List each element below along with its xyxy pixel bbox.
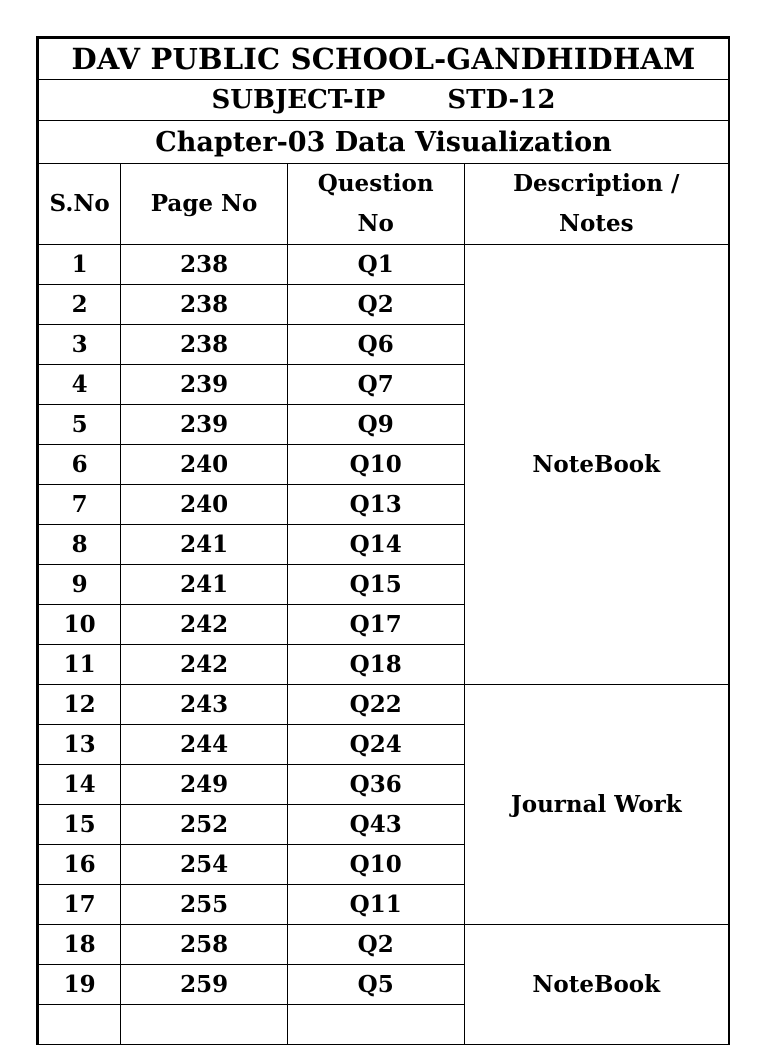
cell-page: 244 xyxy=(121,725,288,765)
cell-page: 252 xyxy=(121,805,288,845)
cell-sno: 18 xyxy=(39,925,121,965)
chapter-title: Chapter-03 Data Visualization xyxy=(39,121,730,164)
cell-question: Q11 xyxy=(287,885,464,925)
cell-sno: 6 xyxy=(39,445,121,485)
cell-page: 241 xyxy=(121,525,288,565)
cell-page: 255 xyxy=(121,885,288,925)
cell-page: 243 xyxy=(121,685,288,725)
cell-sno: 5 xyxy=(39,405,121,445)
cell-sno: 13 xyxy=(39,725,121,765)
cell-question: Q43 xyxy=(287,805,464,845)
cell-question: Q17 xyxy=(287,605,464,645)
cell-page: 238 xyxy=(121,245,288,285)
table-row xyxy=(39,685,730,725)
assignment-sheet xyxy=(36,36,730,1045)
cell-page: 240 xyxy=(121,445,288,485)
group-notebook-1: NoteBook xyxy=(464,245,729,685)
cell-sno: 7 xyxy=(39,485,121,525)
cell-page: 249 xyxy=(121,765,288,805)
cell-page: 242 xyxy=(121,605,288,645)
cell-sno: 9 xyxy=(39,565,121,605)
cell-page: 239 xyxy=(121,365,288,405)
cell-sno: 15 xyxy=(39,805,121,845)
cell-sno: 3 xyxy=(39,325,121,365)
cell-question: Q7 xyxy=(287,365,464,405)
cell-page xyxy=(121,1005,288,1045)
cell-page: 238 xyxy=(121,285,288,325)
cell-question: Q2 xyxy=(287,925,464,965)
cell-sno: 4 xyxy=(39,365,121,405)
cell-question: Q18 xyxy=(287,645,464,685)
cell-question: Q14 xyxy=(287,525,464,565)
col-header-question: Question No xyxy=(287,164,464,245)
cell-page: 259 xyxy=(121,965,288,1005)
std-label: STD-12 xyxy=(447,85,556,115)
cell-question: Q24 xyxy=(287,725,464,765)
cell-question: Q1 xyxy=(287,245,464,285)
cell-sno: 19 xyxy=(39,965,121,1005)
cell-question: Q22 xyxy=(287,685,464,725)
cell-sno: 8 xyxy=(39,525,121,565)
cell-question xyxy=(287,1005,464,1045)
cell-question: Q15 xyxy=(287,565,464,605)
subject-line xyxy=(39,80,730,121)
cell-page: 241 xyxy=(121,565,288,605)
cell-page: 239 xyxy=(121,405,288,445)
table-row xyxy=(39,245,730,285)
cell-page: 254 xyxy=(121,845,288,885)
cell-sno: 10 xyxy=(39,605,121,645)
school-title: DAV PUBLIC SCHOOL-GANDHIDHAM xyxy=(39,39,730,80)
cell-question: Q10 xyxy=(287,445,464,485)
column-header-row xyxy=(39,164,730,245)
subject-label: SUBJECT-IP xyxy=(211,85,386,115)
cell-sno: 16 xyxy=(39,845,121,885)
col-header-description: Description / Notes xyxy=(464,164,729,245)
cell-question: Q10 xyxy=(287,845,464,885)
cell-sno: 1 xyxy=(39,245,121,285)
cell-question: Q2 xyxy=(287,285,464,325)
cell-page: 238 xyxy=(121,325,288,365)
group-journal-work: Journal Work xyxy=(464,685,729,925)
cell-question: Q6 xyxy=(287,325,464,365)
table-row xyxy=(39,925,730,965)
cell-sno: 14 xyxy=(39,765,121,805)
cell-sno xyxy=(39,1005,121,1045)
cell-page: 242 xyxy=(121,645,288,685)
cell-question: Q13 xyxy=(287,485,464,525)
cell-sno: 11 xyxy=(39,645,121,685)
cell-page: 240 xyxy=(121,485,288,525)
cell-question: Q9 xyxy=(287,405,464,445)
cell-sno: 12 xyxy=(39,685,121,725)
col-header-page: Page No xyxy=(121,164,288,245)
cell-question: Q5 xyxy=(287,965,464,1005)
cell-sno: 17 xyxy=(39,885,121,925)
col-header-sno: S.No xyxy=(39,164,121,245)
assignment-table xyxy=(38,38,730,1045)
cell-question: Q36 xyxy=(287,765,464,805)
group-notebook-2: NoteBook xyxy=(464,925,729,1045)
cell-sno: 2 xyxy=(39,285,121,325)
cell-page: 258 xyxy=(121,925,288,965)
